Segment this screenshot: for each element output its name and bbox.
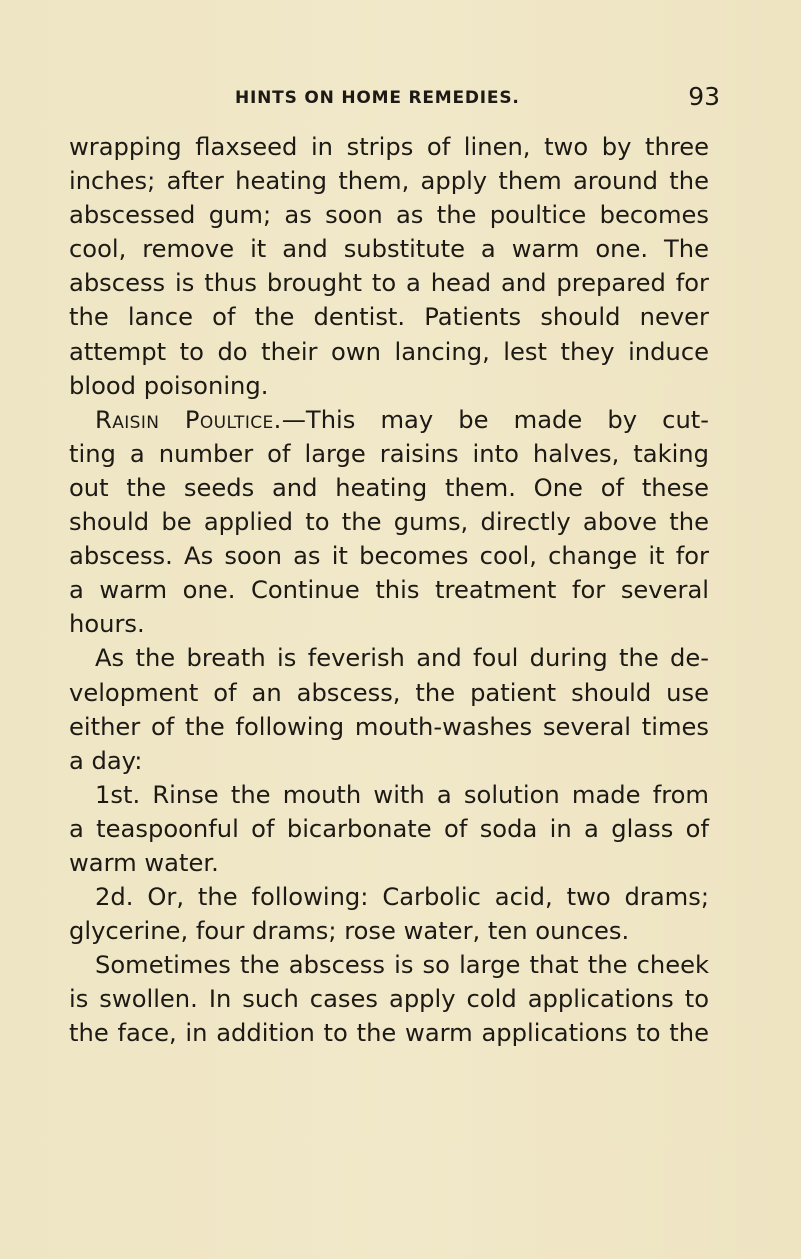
text-line: glycerine, four drams; rose water, ten ounces.	[69, 917, 630, 946]
text-line: hours.	[69, 610, 145, 639]
page-number: 93	[688, 82, 720, 111]
body-text	[69, 130, 709, 1051]
text-line: the lance of the dentist. Patients should never	[69, 303, 709, 332]
text-line: cool, remove it and substitute a warm one. The	[69, 235, 709, 264]
text-line: wrapping flaxseed in strips of linen, two by three	[69, 133, 709, 161]
text-line: 2d. Or, the following: Carbolic acid, two drams;	[95, 883, 709, 912]
running-title: HINTS ON HOME REMEDIES.	[235, 88, 520, 108]
text-line: warm water.	[69, 848, 219, 877]
text-line: inches; after heating them, apply them around the	[69, 167, 709, 196]
text-line: either of the following mouth-washes several times	[69, 712, 709, 741]
text-line-section-heading	[69, 403, 709, 437]
text-line: a day:	[69, 746, 143, 775]
text-line: blood poisoning.	[69, 371, 269, 400]
text-line: abscessed gum; as soon as the poultice becomes	[69, 201, 709, 230]
section-heading-continuation: —This may be made by cut-	[281, 405, 709, 434]
text-line: is swollen. In such cases apply cold applications to	[69, 985, 709, 1014]
text-line: abscess. As soon as it becomes cool, change it for	[69, 542, 709, 571]
text-line: a warm one. Continue this treatment for several	[69, 576, 709, 605]
text-line: As the breath is feverish and foul during the de-	[95, 644, 709, 673]
text-line: attempt to do their own lancing, lest they induce	[69, 337, 709, 366]
text-line: Sometimes the abscess is so large that the cheek	[95, 951, 709, 980]
text-line: ting a number of large raisins into halves, taking	[69, 439, 709, 468]
text-line: the face, in addition to the warm applications to the	[69, 1019, 709, 1048]
text-line: should be applied to the gums, directly above the	[69, 508, 709, 537]
text-line: velopment of an abscess, the patient should use	[69, 678, 709, 707]
running-head	[70, 82, 720, 116]
text-line: abscess is thus brought to a head and prepared for	[69, 269, 709, 298]
section-heading-raisin-poultice: Raisin Poultice.	[95, 405, 282, 434]
text-line: 1st. Rinse the mouth with a solution made from	[95, 780, 709, 809]
text-line: a teaspoonful of bicarbonate of soda in a glass of	[69, 814, 709, 843]
text-line: out the seeds and heating them. One of these	[69, 473, 709, 502]
